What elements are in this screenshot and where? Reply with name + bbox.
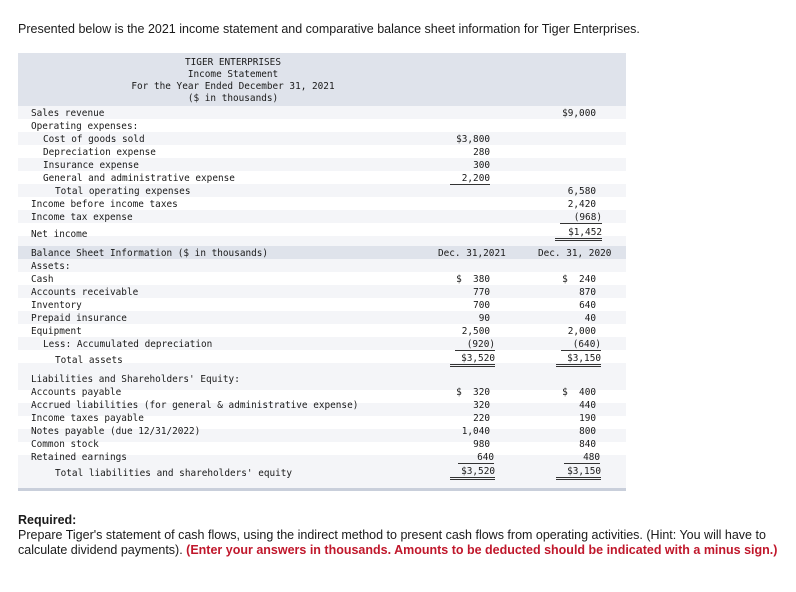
column-header-2021: Dec. 31,2021	[438, 248, 506, 259]
intro-text: Presented below is the 2021 income statement and comparative balance sheet information for Tiger Enterprises.	[18, 22, 640, 36]
required-instructions	[18, 528, 778, 558]
company-name: TIGER ENTERPRISES	[185, 57, 281, 68]
statement-units: ($ in thousands)	[187, 93, 279, 104]
financial-statements-panel: TIGER ENTERPRISES Income Statement For the Year Ended December 31, 2021 ($ in thousands) Sales revenue $9,000 Operating expenses: Cost of goods sold $3,800 Depreciation expense 280 Insurance expense 300 General and administrative expense 2,200 Total operating expenses 6,580 Income before income taxes 2,420 Income tax expense (968) Net income $1,452 Balance Sheet Information ($ in thousands) Dec. 31,2021 Dec. 31, 2020 Assets: Cash $ 380 $ 240 Accounts receivable 770 870 Inventory 700 640 Prepaid insurance 90 40 Equipment 2,500 2,000 Less: Accumulated depreciation (920) (640) Total assets $3,520 $3,150 Liabilities and Shareholders' Equity: Accounts payable $ 320 $ 400 Accrued liabilities (for general & administrative expense) 320 440 Income taxes payable 220 190 Notes payable (due 12/31/2022) 1,040 800 Common stock 980 840 Retained earnings 640 480 Total liabilities and shareholders' equity $3,520 $3,150	[18, 53, 626, 491]
required-heading: Required:	[18, 513, 77, 527]
statement-period: For the Year Ended December 31, 2021	[131, 81, 335, 92]
statement-title: Income Statement	[187, 69, 279, 80]
income-statement-header	[18, 53, 626, 106]
liabilities-label: Liabilities and Shareholders' Equity:	[31, 374, 240, 385]
required-section	[18, 513, 778, 558]
assets-label: Assets:	[31, 261, 71, 272]
column-header-2020: Dec. 31, 2020	[538, 248, 612, 259]
operating-expenses-label: Operating expenses:	[31, 121, 139, 132]
balance-sheet-title: Balance Sheet Information ($ in thousands)	[31, 248, 269, 259]
required-text: Prepare Tiger's statement of cash flows, using the indirect method to present cash flows from operating activities. (Hint: You will have to calculate dividend payments).	[18, 528, 766, 557]
panel-bottom-border	[18, 488, 626, 491]
required-emphasis: (Enter your answers in thousands. Amounts to be deducted should be indicated with a minus sign.)	[186, 543, 778, 557]
